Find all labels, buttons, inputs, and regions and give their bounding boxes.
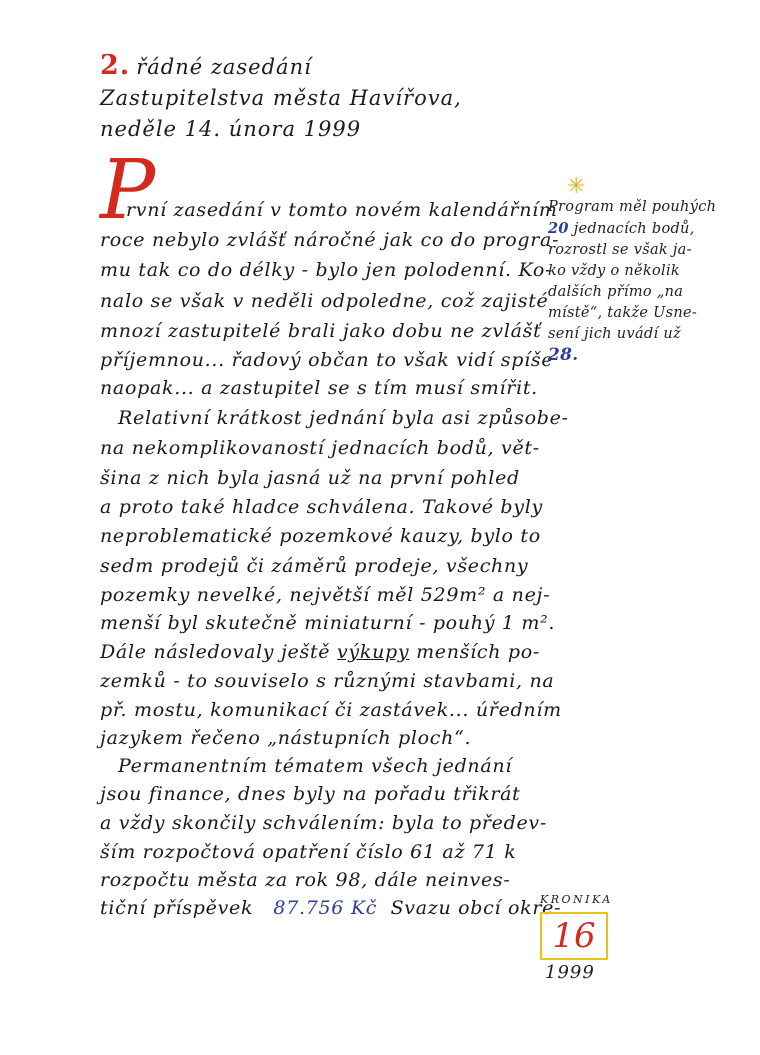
body-line-end: menších po-	[409, 641, 541, 663]
page-header	[100, 50, 520, 145]
note-line: Program měl pouhých	[548, 199, 717, 215]
body-line	[100, 640, 540, 664]
body-line: zemků - to souviselo s různými stavbami, na	[100, 670, 555, 692]
page-number: 16	[552, 916, 596, 956]
body-line: rvní zasedání v tomto novém kalendářním	[126, 199, 558, 221]
chronicle-label: KRONIKA	[540, 893, 613, 906]
body-line-start: tiční příspěvek	[100, 897, 254, 919]
amount-value: 87.756 Kč	[273, 897, 378, 919]
body-line: jsou finance, dnes byly na pořadu třikrát	[100, 783, 521, 805]
asterisk-star-icon: ✳	[567, 174, 586, 199]
body-line: naopak... a zastupitel se s tím musí smířit.	[100, 377, 538, 399]
note-line-rest: jednacích bodů,	[568, 221, 695, 237]
meeting-number: 2.	[100, 50, 131, 81]
note-number-28: 28.	[548, 345, 579, 365]
body-line-end: Svazu obcí okre-	[390, 897, 562, 919]
body-line: a vždy skončily schválením: byla to předev-	[100, 812, 547, 834]
body-line: ším rozpočtová opatření číslo 61 až 71 k	[100, 841, 517, 863]
note-line: ko vždy o několik	[548, 263, 680, 279]
note-line	[548, 218, 748, 240]
chronicle-year: 1999	[545, 962, 595, 983]
page-number-badge	[540, 912, 608, 960]
body-line: sedm prodejů či záměrů prodeje, všechny	[100, 555, 529, 577]
note-line: rozrostl se však ja-	[548, 242, 692, 258]
body-line: pozemky nevelké, největší měl 529m² a nej-	[100, 584, 551, 606]
body-line-start: Dále následovaly ještě	[100, 641, 331, 663]
note-line: místě“, takže Usne-	[548, 305, 698, 321]
body-line: příjemnou... řadový občan to však vidí spíše	[100, 349, 554, 371]
vykupy-word: výkupy	[337, 641, 410, 663]
header-line-2: Zastupitelstva města Havířova,	[100, 86, 462, 110]
note-line	[548, 345, 748, 367]
body-line: neproblematické pozemkové kauzy, bylo to	[100, 525, 541, 547]
body-line: mnozí zastupitelé brali jako dobu ne zvlášť	[100, 320, 542, 342]
body-line: a proto také hladce schválena. Takové byly	[100, 496, 543, 518]
header-line-1	[100, 50, 520, 83]
note-line: dalších přímo „na	[548, 284, 684, 300]
body-line: Relativní krátkost jednání byla asi způsobe-	[118, 407, 569, 429]
body-line: Permanentním tématem všech jednání	[118, 755, 513, 777]
body-line: šina z nich byla jasná už na první pohled	[100, 467, 520, 489]
body-line: na nekomplikovaností jednacích bodů, vět-	[100, 437, 540, 459]
drop-cap: P	[100, 143, 156, 238]
body-line: mu tak co do délky - bylo jen polodenní. Ko-	[100, 259, 553, 281]
header-date: neděle 14. února 1999	[100, 117, 362, 141]
body-line: nalo se však v neděli odpoledne, což zajisté	[100, 290, 549, 312]
note-number-20: 20	[548, 220, 569, 237]
body-line: rozpočtu města za rok 98, dále neinves-	[100, 869, 511, 891]
note-line: sení jich uvádí už	[548, 326, 681, 342]
body-line: roce nebylo zvlášť náročné jak co do progra-	[100, 229, 560, 251]
body-line	[100, 896, 561, 920]
body-line: jazykem řečeno „nástupních ploch“.	[100, 727, 472, 749]
body-line: menší byl skutečně miniaturní - pouhý 1 m².	[100, 612, 556, 634]
margin-note	[548, 197, 748, 367]
header-title-1: řádné zasedání	[136, 55, 312, 79]
body-line: př. mostu, komunikací či zastávek... úředním	[100, 699, 562, 721]
